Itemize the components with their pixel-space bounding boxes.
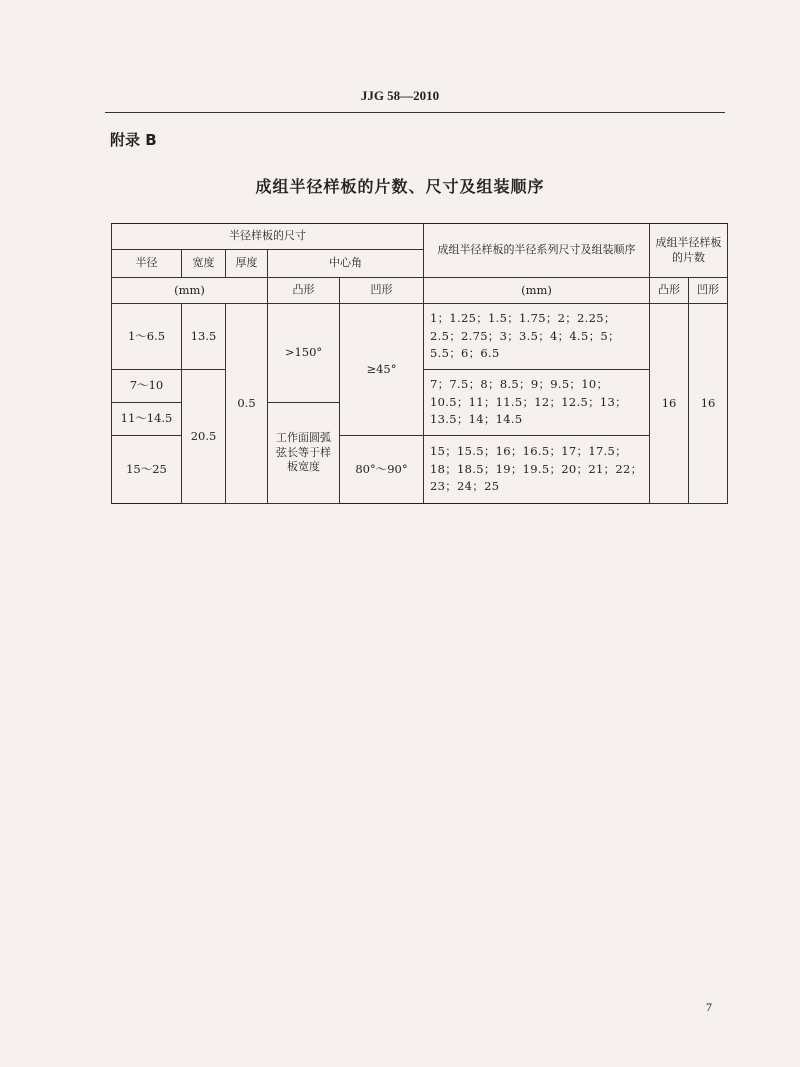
convex-angle-b: 工作面圆弧弦长等于样板宽度 <box>268 403 340 504</box>
header-rule <box>105 112 725 113</box>
thickness-header: 厚度 <box>226 250 268 278</box>
appendix-label: 附录 B <box>110 131 157 149</box>
count-convex-value: 16 <box>650 304 689 504</box>
concave-angle-a: ≥45° <box>340 304 424 436</box>
series-header: 成组半径样板的半径系列尺寸及组装顺序 <box>424 224 650 278</box>
count-convex-header: 凸形 <box>650 278 689 304</box>
radius-range-1: 1～6.5 <box>112 304 182 370</box>
group-size-header: 半径样板的尺寸 <box>112 224 424 250</box>
concave-header: 凹形 <box>340 278 424 304</box>
width-value-b: 20.5 <box>182 370 226 504</box>
count-concave-header: 凹形 <box>689 278 728 304</box>
unit-mm-series: (mm) <box>424 278 650 304</box>
table-title: 成组半径样板的片数、尺寸及组装顺序 <box>255 177 545 196</box>
center-angle-header: 中心角 <box>268 250 424 278</box>
count-concave-value: 16 <box>689 304 728 504</box>
spec-table <box>111 223 728 504</box>
series-group-c: 15；15.5；16；16.5；17；17.5；18；18.5；19；19.5；20；21；22；23；24；25 <box>424 436 650 504</box>
document-code: JJG 58—2010 <box>360 88 440 103</box>
count-header: 成组半径样板的片数 <box>650 224 728 278</box>
radius-header: 半径 <box>112 250 182 278</box>
convex-angle-a: >150° <box>268 304 340 403</box>
thickness-value: 0.5 <box>226 304 268 504</box>
series-group-a: 1；1.25；1.5；1.75；2；2.25；2.5；2.75；3；3.5；4；4.5；5；5.5；6；6.5 <box>424 304 650 370</box>
series-group-b: 7；7.5；8；8.5；9；9.5；10；10.5；11；11.5；12；12.5；13；13.5；14；14.5 <box>424 370 650 436</box>
width-value-a: 13.5 <box>182 304 226 370</box>
page-number: 7 <box>706 1000 712 1014</box>
radius-range-3: 11～14.5 <box>112 403 182 436</box>
unit-mm: (mm) <box>112 278 268 304</box>
width-header: 宽度 <box>182 250 226 278</box>
concave-angle-b: 80°～90° <box>340 436 424 504</box>
convex-header: 凸形 <box>268 278 340 304</box>
radius-range-2: 7～10 <box>112 370 182 403</box>
radius-range-4: 15～25 <box>112 436 182 504</box>
